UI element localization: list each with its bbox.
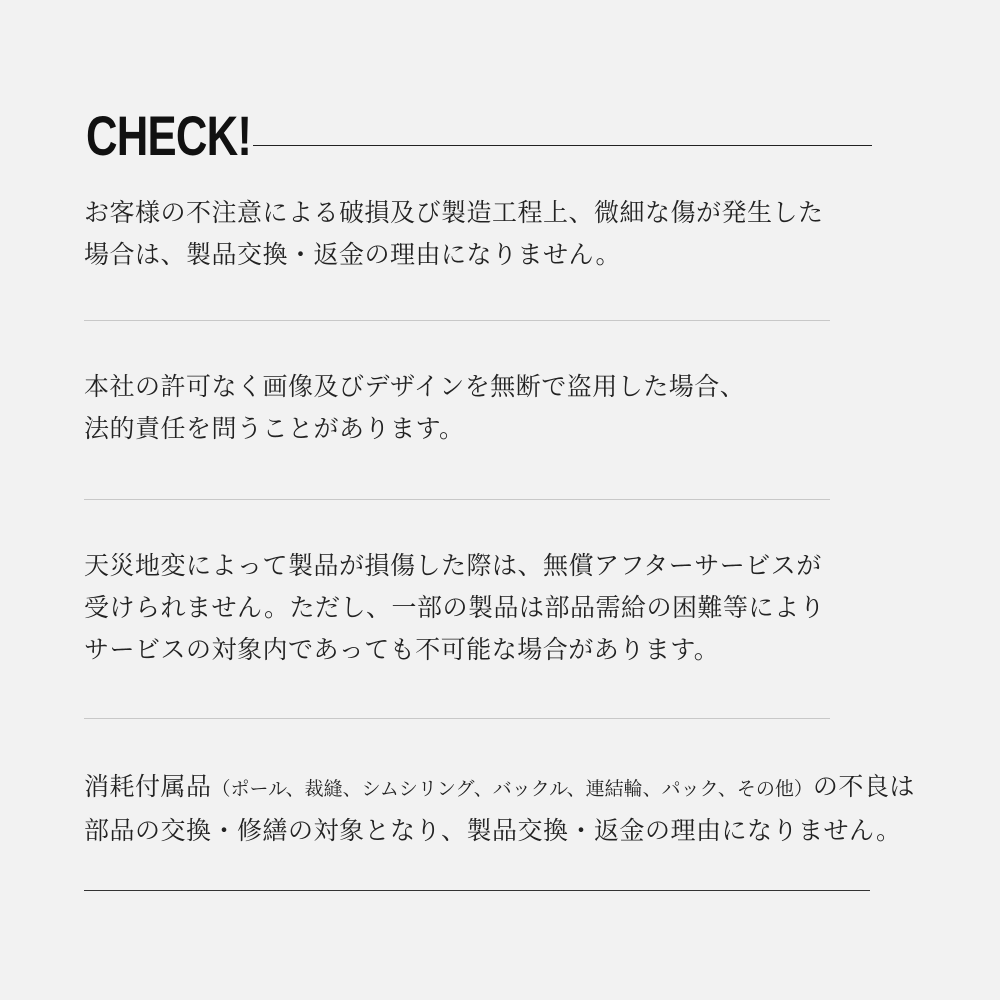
notice-line: 場合は、製品交換・返金の理由になりません。 [84,240,622,269]
notice-line: 法的責任を問うことがあります。 [84,414,465,443]
section-divider [84,320,830,321]
notice-accessories [84,766,915,852]
final-divider [84,890,870,891]
notice-parenthetical: （ポール、裁縫、シムシリング、バックル、連結輪、パック、その他） [211,778,813,800]
title-rule [253,145,872,146]
notice-copyright [84,366,745,450]
notice-line: サービスの対象内であっても不可能な場合があります。 [84,635,720,664]
notice-damage [84,192,824,276]
notice-line: 本社の許可なく画像及びデザインを無断で盗用した場合、 [84,372,746,401]
notice-text: 消耗付属品 [84,772,212,801]
section-divider [84,718,830,719]
notice-disaster [84,545,825,671]
notice-line: 部品の交換・修繕の対象となり、製品交換・返金の理由になりません。 [84,816,902,845]
notice-line [84,766,915,810]
page-title: CHECK! [86,104,252,167]
header [86,106,872,166]
notice-line: 受けられません。ただし、一部の製品は部品需給の困難等により [84,593,826,622]
notice-line: お客様の不注意による破損及び製造工程上、微細な傷が発生した [84,198,824,227]
notice-text: の不良は [812,772,915,801]
notice-line: 天災地変によって製品が損傷した際は、無償アフターサービスが [84,551,822,580]
section-divider [84,499,830,500]
